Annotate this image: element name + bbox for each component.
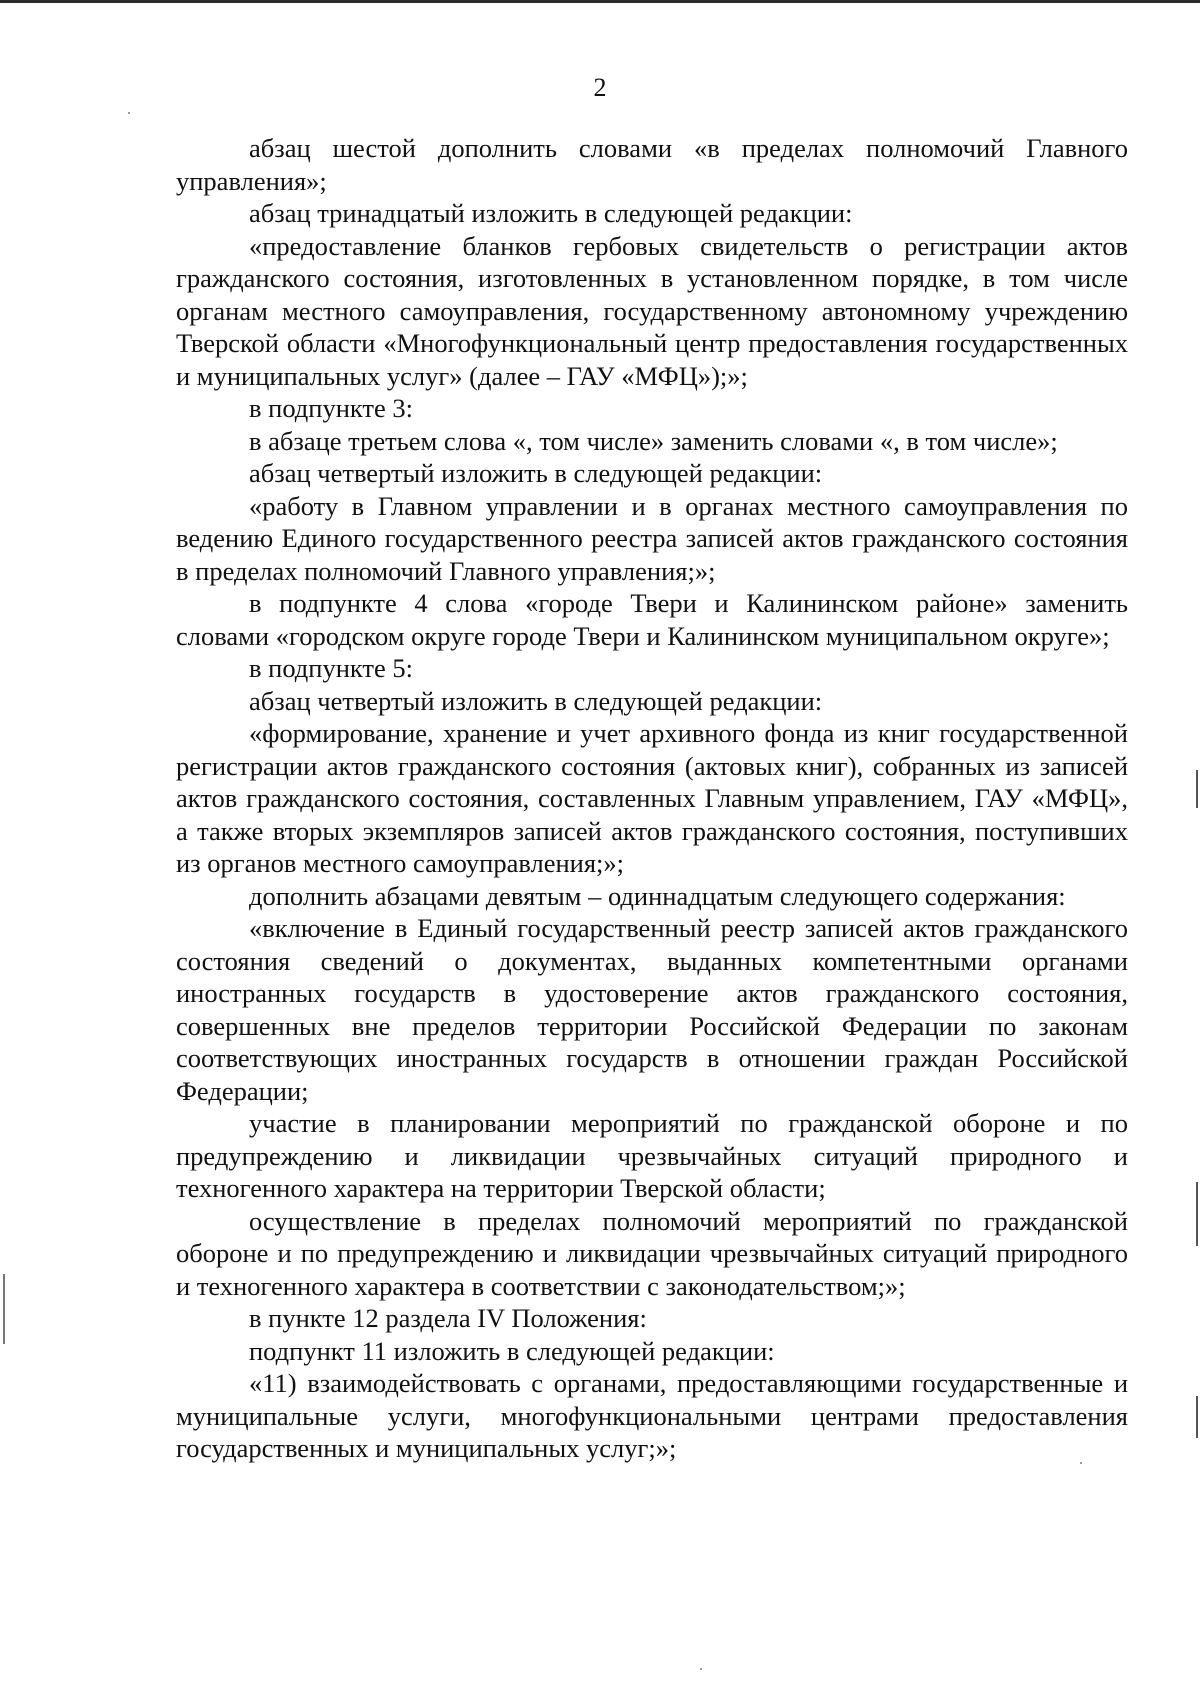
scan-speck xyxy=(700,1668,702,1670)
document-body xyxy=(176,132,1128,1465)
scan-right-mark xyxy=(1196,1396,1198,1438)
scan-top-edge xyxy=(0,0,1200,3)
paragraph: абзац тринадцатый изложить в следующей редакции: xyxy=(249,198,853,228)
paragraph: абзац шестой дополнить словами «в пределах полномочий Главного управления»; xyxy=(176,133,1128,196)
paragraph: в абзаце третьем слова «, том числе» заменить словами «, в том числе»; xyxy=(249,425,1058,456)
scan-right-mark xyxy=(1196,1182,1198,1246)
paragraph: «предоставление бланков гербовых свидетельств о регистрации актов гражданского состояния, изготовленных в установленном порядке, в том числе органам местного самоуправления, государственному автономному учреждению Тверской области «Многофункциональный центр предоставления государственных и муниципальных услуг» (далее – ГАУ «МФЦ»);»; xyxy=(176,230,1128,391)
paragraph: «11) взаимодействовать с органами, предоставляющими государственные и муниципальные услуги, многофункциональными центрами предоставления государственных и муниципальных услуг;»; xyxy=(176,1368,1128,1463)
paragraph: подпункт 11 изложить в следующей редакции: xyxy=(249,1335,775,1366)
paragraph: в подпункте 5: xyxy=(249,653,414,683)
paragraph: абзац четвертый изложить в следующей редакции: xyxy=(249,685,823,716)
paragraph: в подпункте 3: xyxy=(249,393,414,423)
paragraph: в подпункте 4 слова «городе Твери и Калининском районе» заменить словами «городском округе городе Твери и Калининском муниципальном округе»; xyxy=(176,588,1128,651)
paragraph: дополнить абзацами девятым – одиннадцатым следующего содержания: xyxy=(249,880,1066,911)
scan-speck xyxy=(128,112,130,114)
paragraph: в пункте 12 раздела IV Положения: xyxy=(249,1303,647,1333)
scan-right-mark xyxy=(1196,770,1198,808)
paragraph: участие в планировании мероприятий по гражданской обороне и по предупреждению и ликвидации чрезвычайных ситуаций природного и техногенного характера на территории Тверской области; xyxy=(176,1108,1128,1203)
paragraph: «формирование, хранение и учет архивного фонда из книг государственной регистрации актов гражданского состояния (актовых книг), собранных из записей актов гражданского состояния, составленных Главным управлением, ГАУ «МФЦ», а также вторых экземпляров записей актов гражданского состояния, поступивших из органов местного самоуправления;»; xyxy=(176,718,1128,878)
scan-left-mark xyxy=(3,1274,5,1344)
paragraph: осуществление в пределах полномочий мероприятий по гражданской обороне и по предупреждению и ликвидации чрезвычайных ситуаций природного и техногенного характера в соответствии с законодательством;»; xyxy=(176,1205,1128,1301)
paragraph: абзац четвертый изложить в следующей редакции: xyxy=(249,458,823,488)
paragraph: «включение в Единый государственный реестр записей актов гражданского состояния сведений о документах, выданных компетентными органами иностранных государств в удостоверение актов гражданского состояния, совершенных вне пределов территории Российской Федерации по законам соответствующих иностранных государств в отношении граждан Российской Федерации; xyxy=(176,913,1128,1106)
page-number: 2 xyxy=(593,73,607,102)
paragraph: «работу в Главном управлении и в органах местного самоуправления по ведению Единого государственного реестра записей актов гражданского состояния в пределах полномочий Главного управления;»; xyxy=(176,490,1128,586)
